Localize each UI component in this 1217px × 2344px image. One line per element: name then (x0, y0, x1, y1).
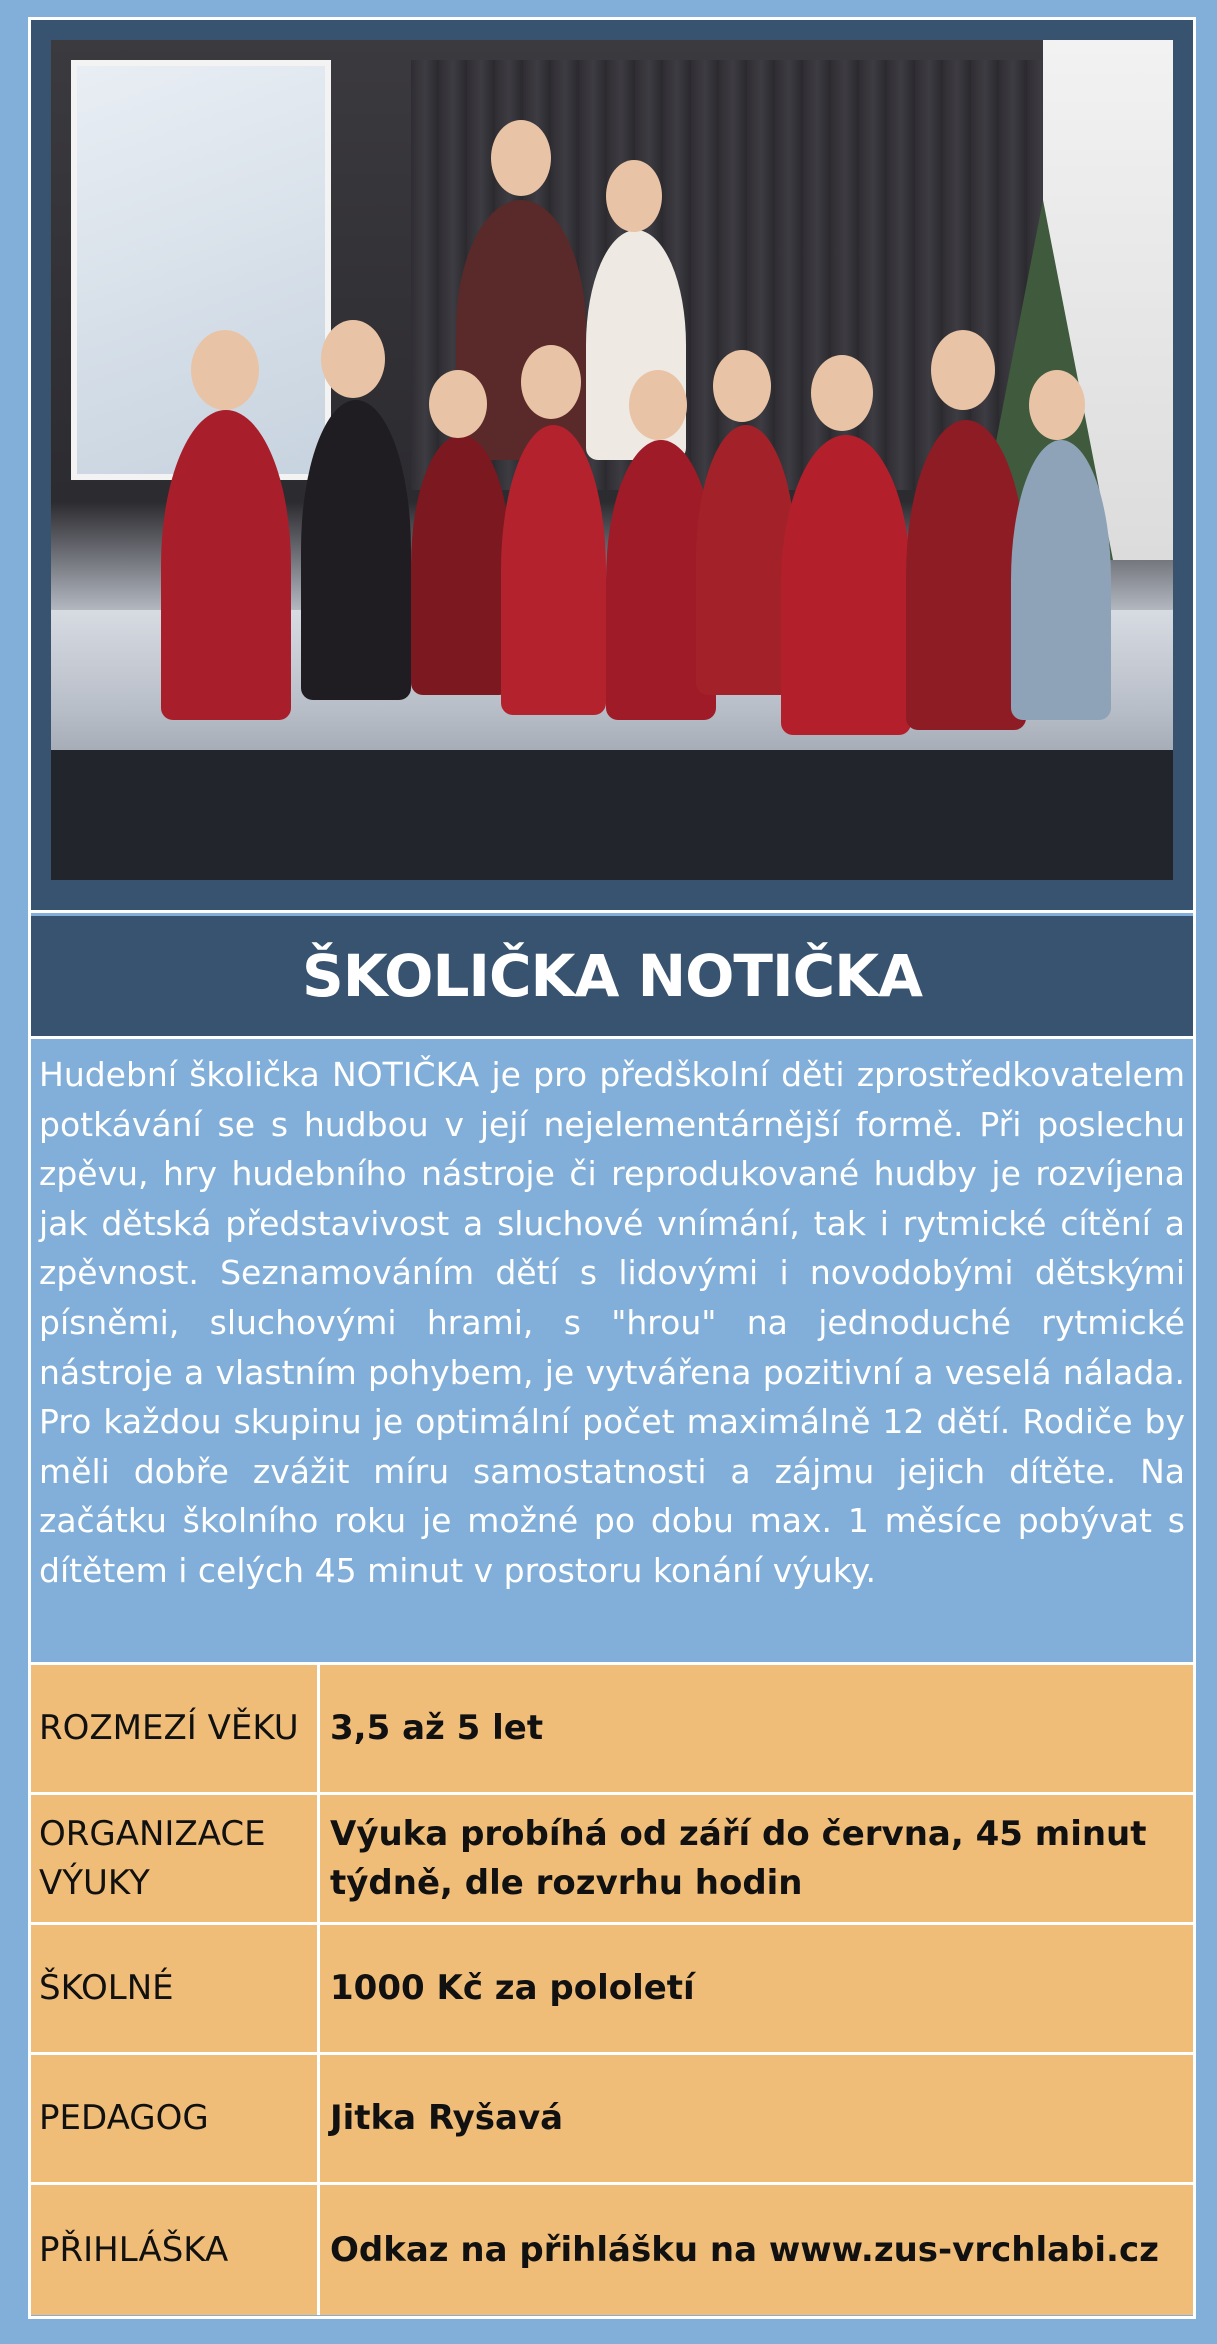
table-row (31, 2185, 1193, 2315)
row-value: Výuka probíhá od září do června, 45 minut týdně, dle rozvrhu hodin (330, 1813, 1147, 1903)
child-head (629, 370, 687, 440)
child-figure (781, 435, 911, 735)
table-row (31, 1795, 1193, 1925)
child-head (931, 330, 995, 410)
stage-edge (51, 750, 1173, 880)
row-value: 1000 Kč za pololetí (330, 1968, 695, 2008)
registration-link[interactable]: Odkaz na přihlášku na www.zus-vrchlabi.cz (330, 2229, 1159, 2270)
child-head (321, 320, 385, 398)
row-label: ORGANIZACE VÝUKY (31, 1795, 320, 1922)
child-head (521, 345, 581, 419)
row-value: 3,5 až 5 let (330, 1708, 544, 1748)
child-figure (411, 435, 511, 695)
table-row (31, 1925, 1193, 2055)
child-figure (906, 420, 1026, 730)
child-head (811, 355, 873, 431)
row-label: PEDAGOG (31, 2055, 320, 2182)
teacher-head (491, 120, 551, 196)
table-row (31, 1665, 1193, 1795)
row-label: PŘIHLÁŠKA (31, 2185, 320, 2315)
program-card (28, 17, 1196, 2319)
child-head (1029, 370, 1085, 440)
title-bar (31, 916, 1193, 1039)
child-figure (301, 400, 411, 700)
table-row (31, 2055, 1193, 2185)
child-figure (1011, 440, 1111, 720)
child-figure (161, 410, 291, 720)
info-table (31, 1662, 1193, 2315)
child-head (713, 350, 771, 422)
row-value: Jitka Ryšavá (330, 2098, 564, 2138)
teacher-head (606, 160, 662, 232)
page-title: ŠKOLIČKA NOTIČKA (302, 942, 922, 1010)
window (71, 60, 331, 480)
row-label: ROZMEZÍ VĚKU (31, 1665, 320, 1792)
group-photo (51, 40, 1173, 880)
child-figure (501, 425, 606, 715)
child-head (191, 330, 259, 410)
child-head (429, 370, 487, 438)
program-description: Hudební školička NOTIČKA je pro předškolní děti zprostředkovatelem potkávání se s hudbou v její nejelementárnější formě. Při poslechu zpěvu, hry hudebního nástroje či reprodukované hudby je rozvíjena jak dětská představivost a sluchové vnímání, tak i rytmické cítění a zpěvnost. Seznamováním dětí s lidovými i novodobými dětskými písněmi, sluchovými hrami, s "hrou" na jednoduché rytmické nástroje a vlastním pohybem, je vytvářena pozitivní a veselá nálada. Pro každou skupinu je optimální počet maximálně 12 dětí. Rodiče by měli dobře zvážit míru samostatnosti a zájmu jejich dítěte. Na začátku školního roku je možné po dobu max. 1 měsíce pobývat s dítětem i celých 45 minut v prostoru konání výuky. (39, 1055, 1185, 1590)
row-label: ŠKOLNÉ (31, 1925, 320, 2052)
photo-frame (31, 20, 1193, 913)
